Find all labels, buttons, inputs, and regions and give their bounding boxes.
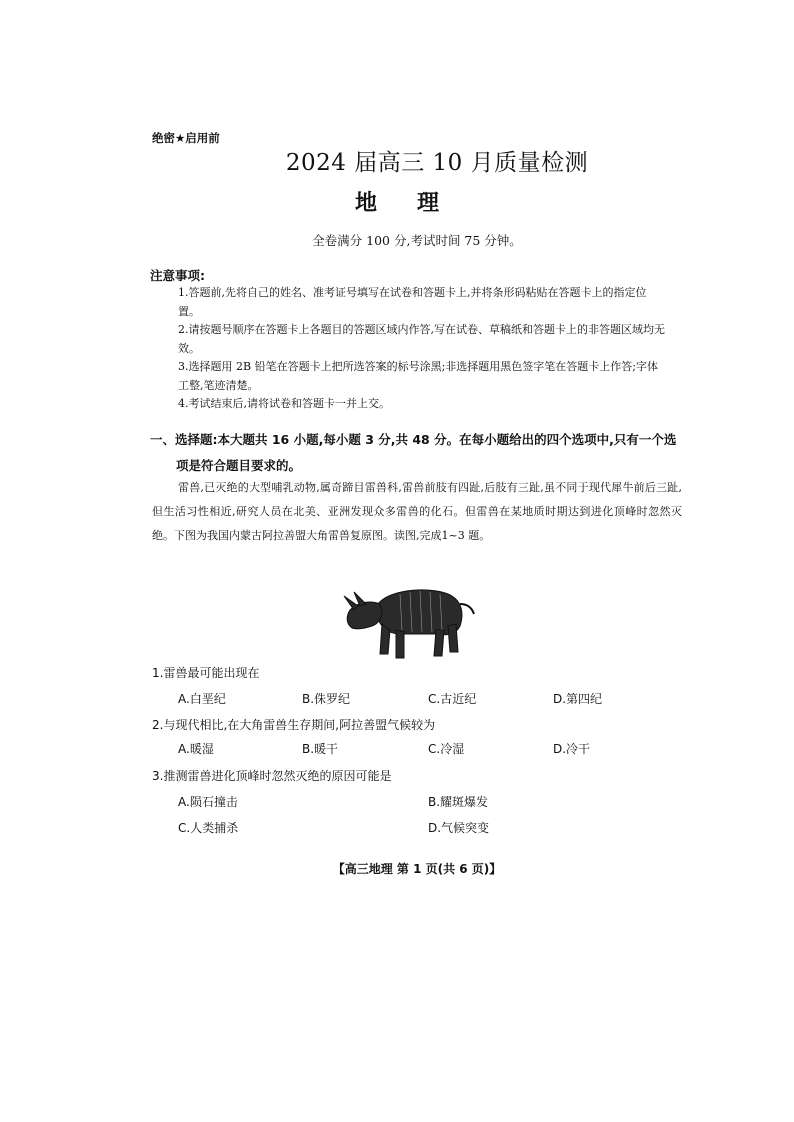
score-info: 全卷满分 100 分,考试时间 75 分钟。 — [312, 233, 522, 248]
notice-item: 3.选择题用 2B 铅笔在答题卡上把所选答案的标号涂黑;非选择题用黑色签字笔在答题卡上作答;字体工整,笔迹清楚。 — [178, 360, 658, 392]
question-3-option-a: A.陨石撞击 — [178, 795, 238, 809]
question-1-option-a: A.白垩纪 — [178, 692, 226, 706]
question-3-option-c: C.人类捕杀 — [178, 821, 239, 835]
question-2-option-a: A.暖湿 — [178, 742, 214, 756]
notice-item: 4.考试结束后,请将试卷和答题卡一并上交。 — [178, 397, 390, 410]
question-3-option-d: D.气候突变 — [428, 821, 490, 835]
question-2-stem: 2.与现代相比,在大角雷兽生存期间,阿拉善盟气候较为 — [152, 718, 436, 732]
question-2-option-c: C.冷湿 — [428, 742, 465, 756]
section-heading-line1: 一、选择题:本大题共 16 小题,每小题 3 分,共 48 分。在每小题给出的四个选项中,只有一个选 — [150, 432, 677, 447]
question-2-option-b: B.暖干 — [302, 742, 339, 756]
notice-item: 1.答题前,先将自己的姓名、准考证号填写在试卷和答题卡上,并将条形码粘贴在答题卡上的指定位置。 — [178, 286, 647, 318]
section-heading-line2: 项是符合题目要求的。 — [176, 458, 302, 473]
exam-title: 2024 届高三 10 月质量检测 — [285, 150, 589, 176]
section-heading — [150, 427, 680, 479]
subject-title: 地理 — [354, 191, 479, 216]
reading-passage: 雷兽,已灭绝的大型哺乳动物,属奇蹄目雷兽科,雷兽前肢有四趾,后肢有三趾,虽不同于现代犀牛前后三趾,但生活习性相近,研究人员在北美、亚洲发现众多雷兽的化石。但雷兽在某地质时期达到进化顶峰时忽然灭绝。下图为我国内蒙古阿拉善盟大角雷兽复原图。读图,完成1~3 题。 — [152, 481, 682, 542]
question-1-option-c: C.古近纪 — [428, 692, 477, 706]
notice-title: 注意事项: — [150, 268, 205, 283]
question-1-option-d: D.第四纪 — [553, 692, 603, 706]
notice-list — [178, 284, 668, 414]
brontothere-illustration — [340, 574, 480, 666]
question-1-option-b: B.侏罗纪 — [302, 692, 351, 706]
question-3-stem: 3.推测雷兽进化顶峰时忽然灭绝的原因可能是 — [152, 769, 392, 783]
question-1-stem: 1.雷兽最可能出现在 — [152, 666, 260, 680]
notice-item: 2.请按题号顺序在答题卡上各题目的答题区域内作答,写在试卷、草稿纸和答题卡上的非答题区域均无效。 — [178, 323, 665, 355]
confidential-mark: 绝密★启用前 — [152, 131, 220, 145]
question-3-option-b: B.耀斑爆发 — [428, 795, 489, 809]
question-2-option-d: D.冷干 — [553, 742, 591, 756]
page-footer: 【高三地理 第 1 页(共 6 页)】 — [332, 862, 502, 876]
